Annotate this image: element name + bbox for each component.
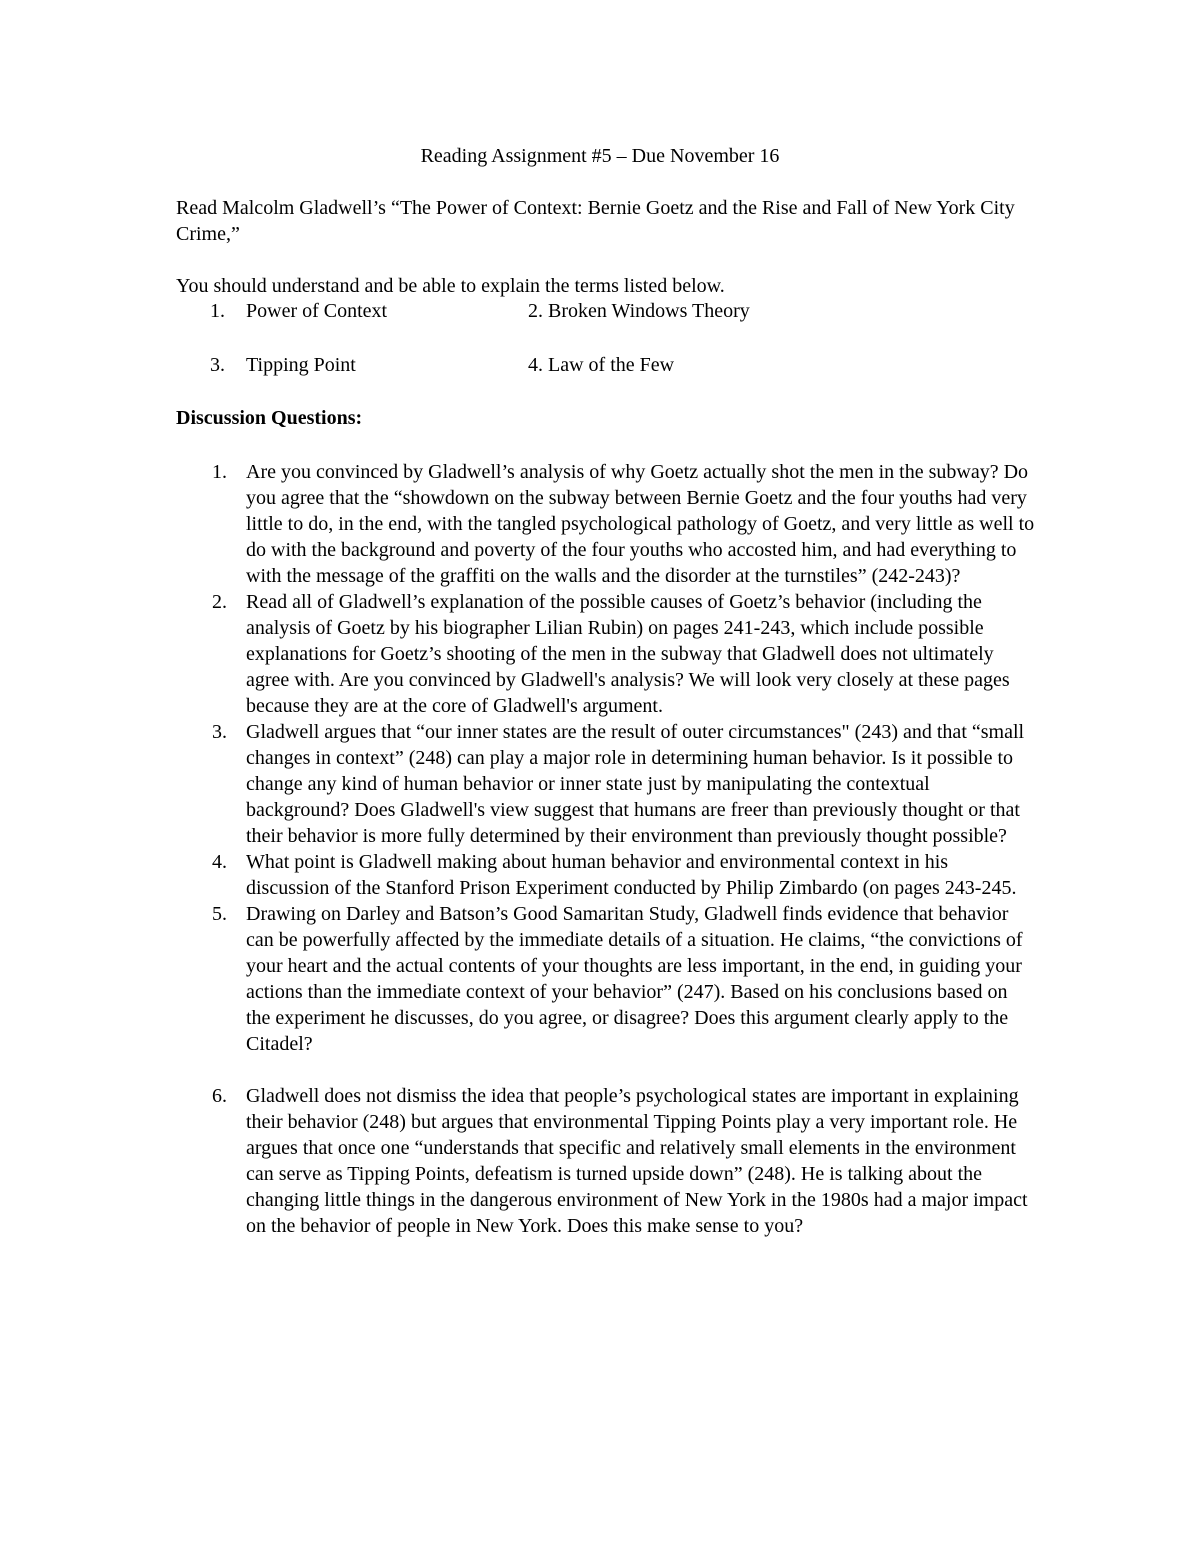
discussion-questions-list [176,459,1036,1239]
discussion-question [176,849,1036,901]
discussion-question [176,1083,1036,1239]
question-text: Read all of Gladwell’s explanation of the possible causes of Goetz’s behavior (including the analysis of Goetz by his biographer Lilian Rubin) on pages 241-243, which include possible explanations for Goetz’s shooting of the men in the subway that Gladwell does not ultimately agree with. Are you convinced by Gladwell's analysis? We will look very closely at these pages because they are at the core of Gladwell's argument. [246,591,1010,717]
question-text: What point is Gladwell making about human behavior and environmental context in his discussion of the Stanford Prison Experiment conducted by Philip Zimbardo (on pages 243-245. [246,851,1017,899]
document-title: Reading Assignment #5 – Due November 16 [420,145,780,167]
term-text: Law of the Few [548,354,675,376]
question-text: Gladwell does not dismiss the idea that people’s psychological states are important in explaining their behavior (248) but argues that environmental Tipping Points play a very important role. He argues that once one “understands that specific and relatively small elements in the environment can serve as Tipping Points, defeatism is turned upside down” (248). He is talking about the changing little things in the dangerous environment of New York in the 1980s had a major impact on the behavior of people in New York. Does this make sense to you? [246,1085,1028,1237]
term-number: 1. [210,300,225,322]
discussion-question [176,589,1036,719]
term-label [528,298,750,324]
terms-row [176,352,1016,378]
term-label: Power of Context [246,300,388,322]
question-number: 4. [212,851,227,873]
terms-list [176,298,1016,378]
terms-instructions: You should understand and be able to explain the terms listed below. [176,275,725,297]
discussion-question [176,719,1036,849]
reading-intro: Read Malcolm Gladwell’s “The Power of Context: Bernie Goetz and the Rise and Fall of New York City Crime,” [176,197,1015,245]
term-label [528,352,674,378]
question-number: 1. [212,461,227,483]
term-number: 4. [528,354,543,376]
discussion-heading: Discussion Questions: [176,407,363,429]
discussion-question [176,459,1036,589]
question-text: Gladwell argues that “our inner states are the result of outer circumstances" (243) and that “small changes in context” (248) can play a major role in determining human behavior. Is it possible to change any kind of human behavior or inner state just by manipulating the contextual background? Does Gladwell's view suggest that humans are freer than previously thought or that their behavior is more fully determined by their environment than previously thought possible? [246,721,1025,847]
term-text: Broken Windows Theory [548,300,750,322]
question-number: 2. [212,591,227,613]
question-number: 5. [212,903,227,925]
discussion-question [176,901,1036,1057]
term-number: 3. [210,354,225,376]
question-text: Are you convinced by Gladwell’s analysis of why Goetz actually shot the men in the subway? Do you agree that the “showdown on the subway between Bernie Goetz and the four youths had very little to do, in the end, with the tangled psychological pathology of Goetz, and very little as well to do with the background and poverty of the four youths who accosted him, and had everything to with the message of the graffiti on the walls and the disorder at the turnstiles” (242-243)? [246,461,1035,587]
terms-row [176,298,1016,324]
term-label: Tipping Point [246,354,356,376]
question-number: 3. [212,721,227,743]
question-number: 6. [212,1085,227,1107]
question-text: Drawing on Darley and Batson’s Good Samaritan Study, Gladwell finds evidence that behavior can be powerfully affected by the immediate details of a situation. He claims, “the convictions of your heart and the actual contents of your thoughts are less important, in the end, in guiding your actions than the immediate context of your behavior” (247). Based on his conclusions based on the experiment he discusses, do you agree, or disagree? Does this argument clearly apply to the Citadel? [246,903,1023,1055]
term-number: 2. [528,300,543,322]
